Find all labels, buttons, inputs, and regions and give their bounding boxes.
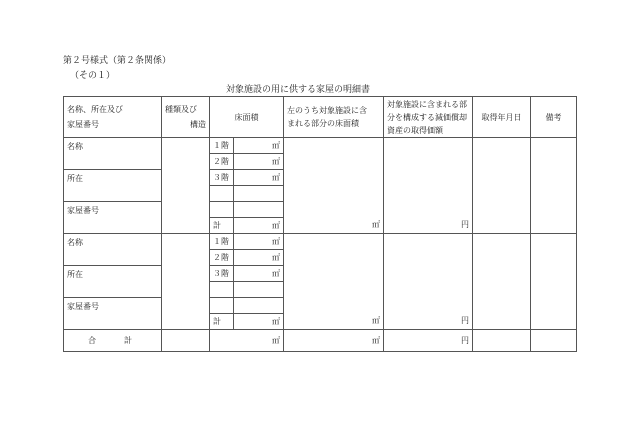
- header-remarks: 備考: [531, 97, 577, 138]
- block1-price[interactable]: [384, 138, 473, 234]
- block1-location-cell[interactable]: 所在: [64, 170, 162, 202]
- header-price-line2: 分を構成する減価償却: [387, 112, 467, 122]
- block2-floor1-label: １階: [210, 234, 234, 250]
- block2-portion-unit: ㎡: [372, 316, 380, 325]
- header-type: [162, 97, 210, 138]
- block1-floor4-label[interactable]: [210, 186, 234, 202]
- header-floor-area: 床面積: [210, 97, 284, 138]
- block2-houseno-cell[interactable]: 家屋番号: [64, 298, 162, 330]
- block1-floor2-area[interactable]: ㎡: [234, 154, 284, 170]
- block2-remarks[interactable]: [531, 234, 577, 330]
- block2-floor1-area[interactable]: ㎡: [234, 234, 284, 250]
- block2-floor4-label[interactable]: [210, 282, 234, 298]
- grand-total-portion-area[interactable]: ㎡: [284, 330, 384, 352]
- block1-portion-area[interactable]: [284, 138, 384, 234]
- block1-floor1-area[interactable]: ㎡: [234, 138, 284, 154]
- header-portion-line1: 左のうち対象施設に含: [287, 106, 367, 115]
- block1-row1: [64, 138, 577, 154]
- header-name-location: [64, 97, 162, 138]
- grand-total-date[interactable]: [473, 330, 531, 352]
- block1-floor5-area[interactable]: [234, 202, 284, 218]
- header-name-line2: 家屋番号: [67, 120, 99, 129]
- header-portion-area: [284, 97, 384, 138]
- block1-floor5-label[interactable]: [210, 202, 234, 218]
- block1-floor2-label: ２階: [210, 154, 234, 170]
- block1-price-unit: 円: [461, 220, 469, 229]
- block2-date[interactable]: [473, 234, 531, 330]
- header-price-line1: 対象施設に含まれる部: [387, 99, 467, 109]
- grand-total-type[interactable]: [162, 330, 210, 352]
- form-number: 第２号様式（第２条関係）: [63, 56, 172, 66]
- grand-total-price[interactable]: 円: [384, 330, 473, 352]
- block1-type-cell[interactable]: [162, 138, 210, 234]
- block1-date[interactable]: [473, 138, 531, 234]
- form-title: 対象施設の用に供する家屋の明細書: [226, 85, 371, 95]
- detail-table: [63, 96, 577, 352]
- header-name-line1: 名称、所在及び: [67, 105, 123, 114]
- block1-floor1-label: １階: [210, 138, 234, 154]
- block1-floor4-area[interactable]: [234, 186, 284, 202]
- block1-floor3-area[interactable]: ㎡: [234, 170, 284, 186]
- block2-price[interactable]: [384, 234, 473, 330]
- block2-floor4-area[interactable]: [234, 282, 284, 298]
- block1-name-cell[interactable]: 名称: [64, 138, 162, 170]
- block1-floor3-label: ３階: [210, 170, 234, 186]
- block2-floor2-label: ２階: [210, 250, 234, 266]
- block1-portion-unit: ㎡: [372, 220, 380, 229]
- grand-total-floor-area[interactable]: ㎡: [210, 330, 284, 352]
- block2-total-area[interactable]: ㎡: [234, 314, 284, 330]
- block2-price-unit: 円: [461, 316, 469, 325]
- block2-total-label: 計: [210, 314, 234, 330]
- block2-floor5-area[interactable]: [234, 298, 284, 314]
- sub-number: （その１）: [70, 71, 116, 81]
- block2-name-cell[interactable]: 名称: [64, 234, 162, 266]
- header-portion-line2: まれる部分の床面積: [287, 119, 359, 128]
- header-type-line2: 構造: [190, 120, 206, 129]
- block2-row1: [64, 234, 577, 250]
- block2-floor5-label[interactable]: [210, 298, 234, 314]
- block2-type-cell[interactable]: [162, 234, 210, 330]
- block1-total-label: 計: [210, 218, 234, 234]
- block2-floor3-label: ３階: [210, 266, 234, 282]
- block2-portion-area[interactable]: [284, 234, 384, 330]
- grand-total-label-cell: [64, 330, 162, 352]
- header-row: [64, 97, 577, 138]
- header-price-line3: 資産の取得価額: [387, 125, 443, 135]
- header-acquisition-price: [384, 97, 473, 138]
- header-type-line1: 種類及び: [165, 105, 197, 114]
- header-acquisition-date: 取得年月日: [473, 97, 531, 138]
- block2-floor2-area[interactable]: ㎡: [234, 250, 284, 266]
- grand-total-row: [64, 330, 577, 352]
- grand-total-label: [88, 335, 160, 346]
- grand-total-text: 合計: [88, 336, 160, 345]
- block1-total-area[interactable]: ㎡: [234, 218, 284, 234]
- block1-houseno-cell[interactable]: 家屋番号: [64, 202, 162, 234]
- block1-remarks[interactable]: [531, 138, 577, 234]
- grand-total-remarks[interactable]: [531, 330, 577, 352]
- block2-floor3-area[interactable]: ㎡: [234, 266, 284, 282]
- block2-location-cell[interactable]: 所在: [64, 266, 162, 298]
